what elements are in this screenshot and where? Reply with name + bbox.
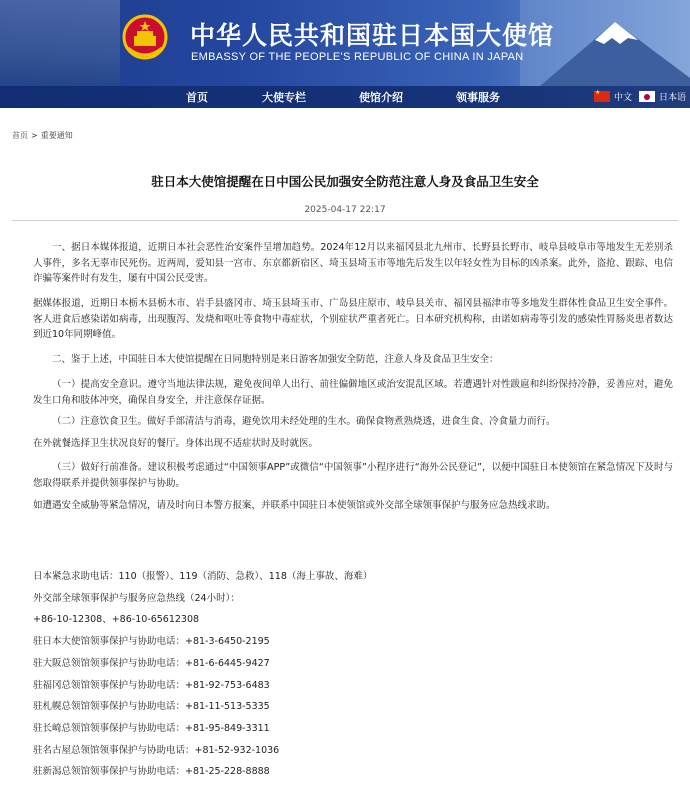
article-paragraph-7: （三）做好行前准备。建议积极考虑通过“中国领事APP”或微信“中国领事”小程序进行“海外公民登记”，以便中国驻日本使领馆在紧急情况下及时与您取得联系并提供领事保护与协助。 [33, 462, 673, 489]
article-paragraph-1: 一、据日本媒体报道，近期日本社会恶性治安案件呈增加趋势。2024年12月以来福冈县北九州市、长野县长野市、岐阜县岐阜市等地发生无差别杀人事件，多名无辜市民死伤。近两周，爱知县一宫市、东京都新宿区、埼玉县埼玉市等地先后发生以年轻女性为目标的凶杀案。此外，盗抢、跟踪、电信诈骗等案件时有发生，屡有中国公民受害。 [33, 242, 673, 285]
contact-consulate-sapporo: 驻札幌总领馆领事保护与协助电话：+81-11-513-5335 [33, 701, 270, 713]
article-paragraph-5: （二）注意饮食卫生。做好手部清洁与消毒，避免饮用未经处理的生水。确保食物煮熟烧透，进食生食、冷食量力而行。 [52, 416, 556, 427]
nav-consular-services[interactable]: 领事服务 [456, 91, 500, 104]
lang-chinese[interactable] [594, 90, 632, 103]
contact-japan-emergency: 日本紧急求助电话：110（报警）、119（消防、急救）、118（海上事故、海难） [33, 571, 373, 582]
site-title-en: EMBASSY OF THE PEOPLE'S REPUBLIC OF CHINA IN JAPAN [191, 51, 524, 63]
nav-ambassador-column[interactable]: 大使专栏 [262, 91, 306, 104]
breadcrumb [12, 130, 73, 141]
lang-japanese-label: 日本语 [659, 93, 687, 103]
site-title-cn[interactable]: 中华人民共和国驻日本国大使馆 [190, 21, 555, 50]
lang-japanese[interactable] [639, 90, 686, 103]
article-paragraph-6: 在外就餐选择卫生状况良好的餐厅。身体出现不适症状时及时就医。 [33, 438, 319, 449]
china-flag-icon [594, 91, 610, 102]
lang-chinese-label: 中文 [614, 93, 633, 103]
header-banner [0, 0, 690, 108]
national-emblem-icon[interactable] [122, 14, 168, 64]
contact-consulate-niigata: 驻新潟总领馆领事保护与协助电话：+81-25-228-8888 [33, 766, 270, 778]
contact-consulate-osaka: 驻大阪总领馆领事保护与协助电话：+81-6-6445-9427 [33, 657, 270, 669]
article-paragraph-2: 据媒体报道，近期日本栃木县栃木市、岩手县盛冈市、埼玉县埼玉市、广岛县庄原市、岐阜县关市、福冈县福津市等多地发生群体性食品卫生安全事件。客人进食后感染诺如病毒，出现腹泻、发烧和呕吐等食物中毒症状，个别症状严重者死亡。日本研究机构称，由诺如病毒等引发的感染性胃肠炎患者数达到近10年同期峰值。 [33, 298, 673, 341]
nav-embassy-intro[interactable]: 使馆介绍 [359, 91, 403, 104]
contact-embassy-tokyo: 驻日本大使馆领事保护与协助电话：+81-3-6450-2195 [33, 636, 270, 648]
contact-consulate-fukuoka: 驻福冈总领馆领事保护与协助电话：+81-92-753-6483 [33, 679, 270, 691]
article-title: 驻日本大使馆提醒在日中国公民加强安全防范注意人身及食品卫生安全 [151, 174, 539, 189]
article-paragraph-8: 如遭遇安全威胁等紧急情况，请及时向日本警方报案，并联系中国驻日本使领馆或外交部全球领事保护与服务应急热线求助。 [33, 500, 556, 511]
contact-mfa-hotline-numbers: +86-10-12308、+86-10-65612308 [33, 614, 200, 626]
breadcrumb-home[interactable]: 首页 [12, 131, 28, 140]
breadcrumb-important-notices[interactable]: 重要通知 [40, 131, 73, 140]
great-wall-image [0, 0, 120, 86]
article-paragraph-3: 二、鉴于上述，中国驻日本大使馆提醒在日同胞特别是来日游客加强安全防范，注意人身及食品卫生安全： [52, 354, 499, 365]
contact-mfa-hotline-label: 外交部全球领事保护与服务应急热线（24小时）： [33, 592, 240, 604]
contact-list [33, 566, 653, 783]
contact-consulate-nagasaki: 驻长崎总领馆领事保护与协助电话：+81-95-849-3311 [33, 722, 270, 734]
article-date: 2025-04-17 22:17 [304, 205, 386, 215]
main-nav [0, 86, 690, 108]
nav-home[interactable]: 首页 [186, 91, 208, 104]
breadcrumb-separator: > [31, 131, 38, 140]
article-paragraph-4: （一）提高安全意识。遵守当地法律法规，避免夜间单人出行、前往偏僻地区或治安混乱区域。若遭遇针对性跋扈和纠纷保持冷静，妥善应对，避免发生口角和肢体冲突，确保自身安全，并注意保存证据。 [33, 379, 673, 406]
contact-consulate-nagoya: 驻名古屋总领馆领事保护与协助电话：+81-52-932-1036 [33, 744, 280, 756]
japan-flag-icon [639, 91, 655, 102]
divider [12, 220, 678, 221]
